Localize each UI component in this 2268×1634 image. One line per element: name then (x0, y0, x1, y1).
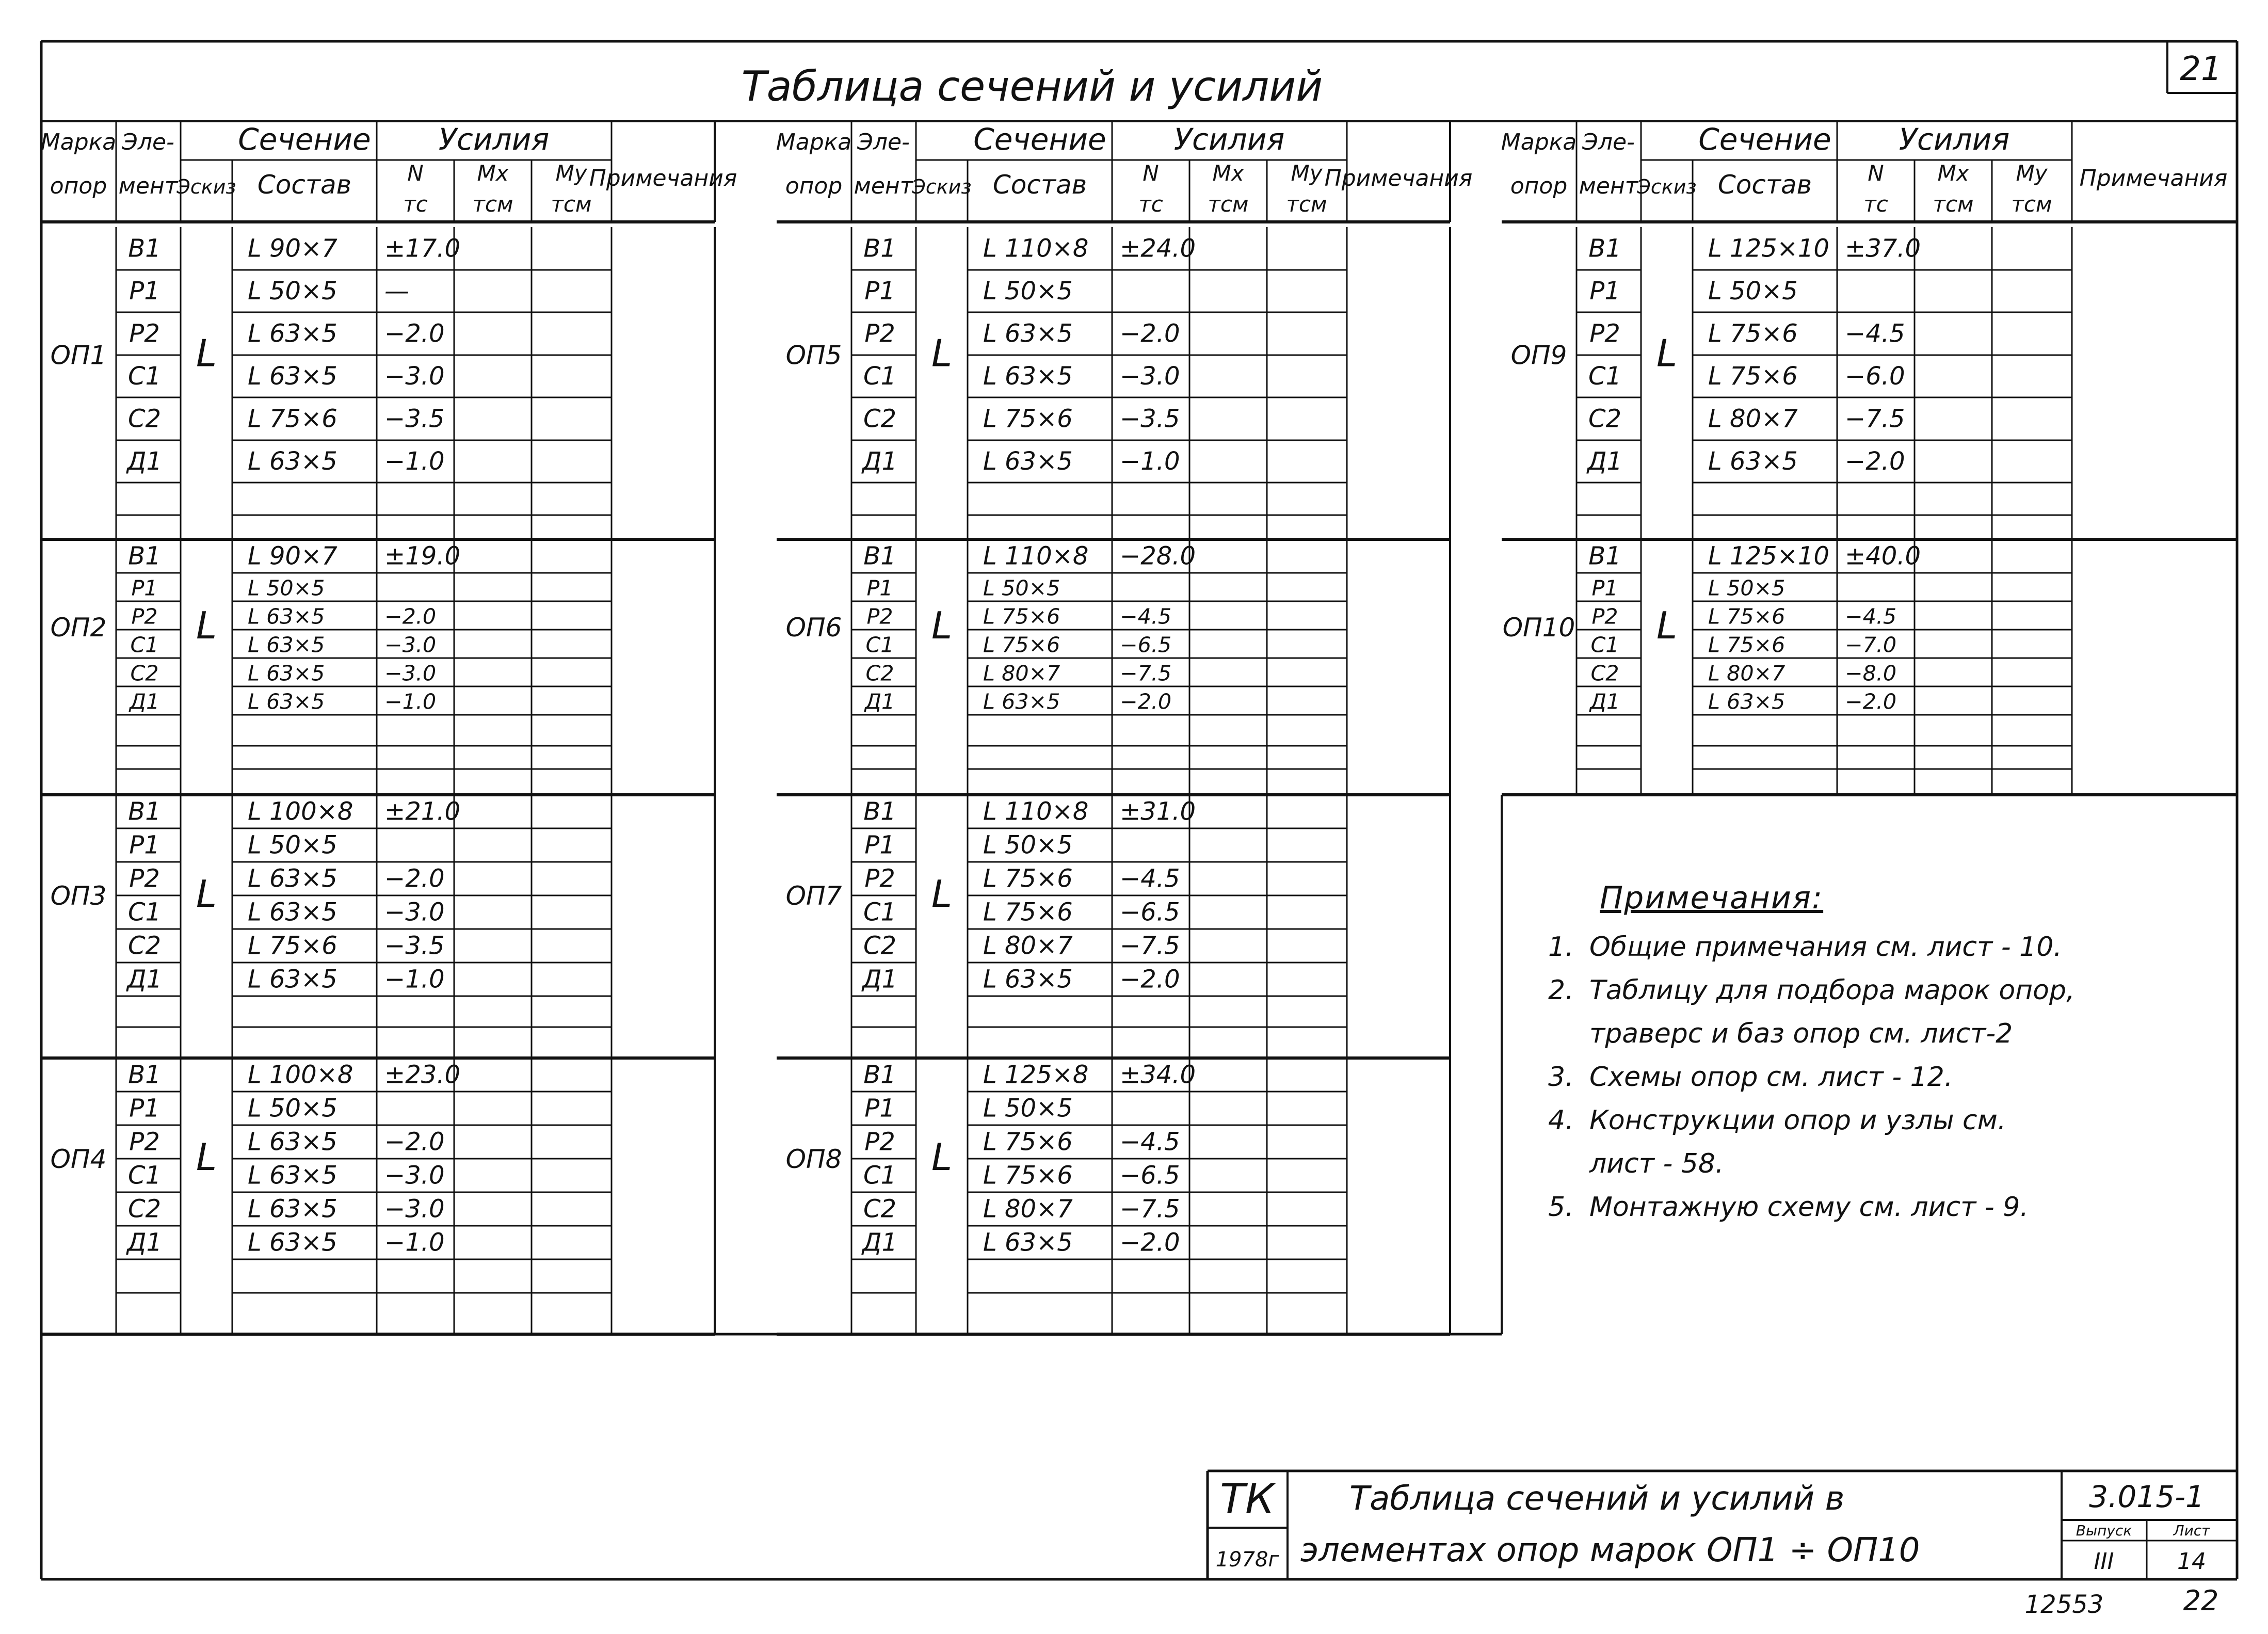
section-composition: L 63×5 (983, 965, 1073, 994)
force-n-value: −3.5 (384, 931, 445, 960)
section-composition: L 63×5 (248, 1194, 337, 1224)
note-number: 5. (1548, 1192, 1574, 1223)
header-usiliya: Усилия (1173, 122, 1285, 157)
header-mx-unit: тсм (472, 191, 513, 217)
element-code: Р2 (864, 319, 895, 348)
force-n-value: ±40.0 (1845, 541, 1921, 571)
element-code: В1 (128, 1060, 161, 1090)
element-code: Р2 (1589, 319, 1620, 348)
element-code: С1 (863, 1161, 897, 1190)
header-eskiz: Эскиз (912, 175, 972, 198)
element-code: Д1 (862, 447, 898, 476)
element-code: Р2 (1591, 604, 1618, 629)
force-n-value: −6.5 (1120, 898, 1180, 927)
header-element: Эле- (857, 129, 910, 155)
element-code: С2 (1590, 661, 1619, 686)
header-my-unit: тсм (551, 191, 592, 217)
header-n: N (1868, 161, 1884, 186)
header-primechaniya: Примечания (1324, 165, 1473, 191)
note-number: 3. (1548, 1062, 1574, 1093)
header-mx: Mx (1937, 161, 1969, 186)
section-composition: L 75×6 (983, 898, 1073, 927)
note-item (1548, 925, 2234, 969)
element-code: Р1 (129, 277, 160, 306)
section-composition: L 63×5 (248, 1161, 337, 1190)
element-code: С1 (1588, 362, 1622, 391)
element-code: С2 (865, 661, 894, 686)
header-mx-unit: тсм (1208, 191, 1249, 217)
element-code: С1 (865, 632, 894, 658)
header-n: N (407, 161, 424, 186)
header-element: Эле- (122, 129, 174, 155)
section-composition: L 50×5 (248, 1094, 337, 1123)
note-text: Схемы опор см. лист - 12. (1589, 1062, 1953, 1093)
element-code: Д1 (1589, 689, 1620, 714)
element-code: С1 (863, 898, 897, 927)
force-n-value: −3.0 (384, 1161, 445, 1190)
element-code: Д1 (1587, 447, 1623, 476)
force-n-value: −6.0 (1845, 362, 1905, 391)
force-n-value: −2.0 (384, 1127, 445, 1157)
notes-block (1548, 880, 2234, 1229)
note-text: траверс и баз опор см. лист-2 (1589, 1018, 2013, 1049)
section-composition: L 63×5 (248, 1228, 337, 1257)
header-mx: Mx (1212, 161, 1244, 186)
section-composition: L 63×5 (248, 632, 325, 658)
section-composition: L 63×5 (983, 362, 1073, 391)
element-code: Р2 (131, 604, 158, 629)
element-code: Р2 (866, 604, 893, 629)
header-my-unit: тсм (1286, 191, 1327, 217)
note-text: Конструкции опор и узлы см. (1589, 1105, 2006, 1136)
element-code: С1 (130, 632, 159, 658)
stamp-title-line1: Таблица сечений и усилий в (1349, 1480, 1845, 1518)
header-mx-unit: тсм (1933, 191, 1974, 217)
section-composition: L 63×5 (248, 965, 337, 994)
element-code: С1 (127, 362, 162, 391)
force-n-value: ±17.0 (384, 234, 461, 263)
element-code: Д1 (126, 965, 163, 994)
note-item (1548, 1099, 2234, 1142)
force-n-value: −6.5 (1120, 1161, 1180, 1190)
force-n-value: −6.5 (1120, 632, 1172, 658)
section-composition: L 63×5 (248, 604, 325, 629)
header-element: мент (1579, 173, 1638, 199)
force-n-value: −7.5 (1120, 931, 1180, 960)
header-primechaniya: Примечания (2079, 165, 2228, 191)
element-code: С2 (127, 931, 162, 960)
section-composition: L 100×8 (248, 797, 353, 826)
section-composition: L 80×7 (983, 931, 1073, 960)
sketch-angle-icon: L (196, 331, 217, 375)
header-sostav: Состав (992, 170, 1087, 200)
note-text: Монтажную схему см. лист - 9. (1589, 1192, 2029, 1223)
force-n-value: −7.5 (1120, 1194, 1180, 1224)
force-n-value: −2.0 (384, 864, 445, 893)
element-code: Д1 (129, 689, 160, 714)
header-element: мент (118, 173, 178, 199)
note-item (1548, 1055, 2234, 1099)
note-number: 2. (1548, 975, 1574, 1006)
element-code: В1 (128, 541, 161, 571)
section-composition: L 63×5 (248, 864, 337, 893)
section-composition: L 63×5 (248, 362, 337, 391)
section-composition: L 75×6 (1708, 604, 1786, 629)
sketch-angle-icon: L (1656, 604, 1678, 647)
force-n-value: −3.0 (384, 632, 437, 658)
force-n-value: ±23.0 (384, 1060, 461, 1090)
element-code: С2 (863, 1194, 897, 1224)
force-n-value: ±19.0 (384, 541, 461, 571)
stamp-code: 3.015-1 (2089, 1479, 2205, 1514)
element-code: С2 (127, 404, 162, 434)
group-mark: ОП1 (50, 340, 107, 371)
stamp-title-line2: элементах опор марок ОП1 ÷ ОП10 (1300, 1531, 1920, 1569)
section-composition: L 75×6 (1708, 362, 1798, 391)
sketch-angle-icon: L (196, 1135, 217, 1179)
header-n-unit: тс (403, 191, 428, 217)
section-composition: L 75×6 (983, 1127, 1073, 1157)
header-eskiz: Эскиз (1637, 175, 1697, 198)
section-composition: L 80×7 (983, 661, 1060, 686)
header-element: Эле- (1582, 129, 1635, 155)
element-code: Р1 (1589, 277, 1620, 306)
element-code: Р2 (129, 319, 160, 348)
group-mark: ОП8 (785, 1144, 842, 1174)
group-mark: ОП4 (50, 1144, 107, 1174)
section-composition: L 110×8 (983, 234, 1089, 263)
force-n-value: −2.0 (1845, 689, 1897, 714)
element-code: С2 (863, 404, 897, 434)
header-mx: Mx (477, 161, 509, 186)
element-code: С2 (130, 661, 159, 686)
section-composition: L 125×10 (1708, 541, 1829, 571)
element-code: Д1 (862, 965, 898, 994)
force-n-value: −4.5 (1845, 319, 1905, 348)
force-n-value: −3.0 (384, 1194, 445, 1224)
footer-inventory: 12553 (2024, 1590, 2104, 1619)
header-my: My (2016, 161, 2048, 186)
section-composition: L 100×8 (248, 1060, 353, 1090)
force-n-value: −4.5 (1120, 864, 1180, 893)
element-code: С1 (127, 1161, 162, 1190)
force-n-value: ±21.0 (384, 797, 461, 826)
element-code: В1 (863, 234, 896, 263)
force-n-value: −3.0 (384, 362, 445, 391)
element-code: С2 (863, 931, 897, 960)
group-mark: ОП5 (785, 340, 842, 371)
element-code: Д1 (864, 689, 895, 714)
section-composition: L 63×5 (248, 661, 325, 686)
section-composition: L 63×5 (248, 447, 337, 476)
section-composition: L 50×5 (983, 277, 1073, 306)
header-element: мент (854, 173, 913, 199)
header-marka: Марка (40, 129, 117, 155)
group-mark: ОП3 (50, 881, 107, 911)
force-n-value: −2.0 (1845, 447, 1905, 476)
header-sostav: Состав (257, 170, 352, 200)
header-marka: Марка (776, 129, 852, 155)
header-sechenie: Сечение (238, 122, 371, 157)
section-composition: L 75×6 (983, 864, 1073, 893)
force-n-value: −1.0 (384, 1228, 445, 1257)
note-item (1548, 969, 2234, 1012)
section-composition: L 75×6 (983, 1161, 1073, 1190)
element-code: Р2 (864, 1127, 895, 1157)
sketch-angle-icon: L (931, 1135, 953, 1179)
section-composition: L 63×5 (983, 689, 1060, 714)
section-composition: L 63×5 (1708, 447, 1798, 476)
section-composition: L 63×5 (983, 319, 1073, 348)
element-code: Р2 (129, 1127, 160, 1157)
note-number: 1. (1548, 932, 1574, 963)
force-n-value: −2.0 (1120, 319, 1180, 348)
note-number: 4. (1548, 1105, 1574, 1136)
element-code: Д1 (862, 1228, 898, 1257)
header-sechenie: Сечение (973, 122, 1106, 157)
force-n-value: −2.0 (1120, 1228, 1180, 1257)
header-marka: опор (1510, 173, 1568, 199)
sketch-angle-icon: L (931, 872, 953, 916)
section-composition: L 63×5 (1708, 689, 1786, 714)
section-composition: L 63×5 (248, 319, 337, 348)
stamp-vypusk: III (2094, 1548, 2114, 1575)
header-marka: опор (785, 173, 843, 199)
force-n-value: −2.0 (384, 604, 437, 629)
note-text: лист - 58. (1589, 1148, 1724, 1179)
stamp-list-label: Лист (2173, 1522, 2210, 1539)
element-code: В1 (1588, 234, 1621, 263)
element-code: В1 (863, 797, 896, 826)
force-n-value: −1.0 (1120, 447, 1180, 476)
force-n-value: −4.5 (1120, 1127, 1180, 1157)
group-mark: ОП6 (785, 613, 842, 643)
element-code: Р1 (864, 1094, 895, 1123)
sketch-angle-icon: L (196, 604, 217, 647)
header-my: My (555, 161, 587, 186)
sketch-angle-icon: L (931, 331, 953, 375)
section-composition: L 50×5 (983, 1094, 1073, 1123)
notes-list (1548, 925, 2234, 1229)
header-usiliya: Усилия (1899, 122, 2010, 157)
force-n-value: −3.5 (384, 404, 445, 434)
header-marka: Марка (1501, 129, 1577, 155)
element-code: В1 (1588, 541, 1621, 571)
header-my: My (1291, 161, 1323, 186)
force-n-value: −7.5 (1120, 661, 1172, 686)
element-code: Р2 (129, 864, 160, 893)
element-code: Р2 (864, 864, 895, 893)
force-n-value: −2.0 (384, 319, 445, 348)
section-composition: L 75×6 (248, 404, 337, 434)
section-composition: L 75×6 (1708, 319, 1798, 348)
group-mark: ОП9 (1510, 340, 1567, 371)
footer-page: 22 (2183, 1584, 2219, 1617)
section-composition: L 63×5 (248, 689, 325, 714)
note-text: Общие примечания см. лист - 10. (1589, 932, 2062, 963)
section-composition: L 63×5 (983, 447, 1073, 476)
section-composition: L 75×6 (1708, 632, 1786, 658)
force-n-value: −4.5 (1120, 604, 1172, 629)
element-code: Р1 (864, 830, 895, 860)
section-composition: L 63×5 (248, 898, 337, 927)
force-n-value: ±24.0 (1120, 234, 1196, 263)
section-composition: L 63×5 (983, 1228, 1073, 1257)
force-n-value: −1.0 (384, 689, 437, 714)
force-n-value: −1.0 (384, 447, 445, 476)
force-n-value: −7.0 (1845, 632, 1897, 658)
section-composition: L 50×5 (248, 575, 325, 601)
note-text: Таблицу для подбора марок опор, (1589, 975, 2075, 1006)
force-n-value: −3.0 (384, 661, 437, 686)
section-composition: L 75×6 (983, 404, 1073, 434)
element-code: С2 (1588, 404, 1622, 434)
sketch-angle-icon: L (1656, 331, 1678, 375)
element-code: В1 (863, 1060, 896, 1090)
force-n-value: −3.0 (384, 898, 445, 927)
header-primechaniya: Примечания (589, 165, 737, 191)
section-composition: L 80×7 (1708, 404, 1798, 434)
section-composition: L 50×5 (248, 277, 337, 306)
element-code: Р1 (131, 575, 158, 601)
header-eskiz: Эскиз (176, 175, 236, 198)
section-composition: L 110×8 (983, 797, 1089, 826)
element-code: С1 (863, 362, 897, 391)
force-n-value: — (384, 277, 409, 306)
section-composition: L 75×6 (248, 931, 337, 960)
force-n-value: ±31.0 (1120, 797, 1196, 826)
force-n-value: −2.0 (1120, 965, 1180, 994)
header-n-unit: тс (1138, 191, 1163, 217)
header-n: N (1143, 161, 1159, 186)
section-composition: L 50×5 (983, 830, 1073, 860)
section-composition: L 50×5 (248, 830, 337, 860)
element-code: В1 (128, 797, 161, 826)
element-code: С1 (1590, 632, 1619, 658)
section-composition: L 125×10 (1708, 234, 1829, 263)
header-sechenie: Сечение (1698, 122, 1831, 157)
group-mark: ОП10 (1502, 613, 1575, 643)
element-code: Р1 (864, 277, 895, 306)
section-composition: L 90×7 (248, 541, 337, 571)
force-n-value: −4.5 (1845, 604, 1897, 629)
section-composition: L 50×5 (1708, 277, 1798, 306)
element-code: В1 (863, 541, 896, 571)
sheet-number: 21 (2180, 50, 2222, 88)
force-n-value: −28.0 (1120, 541, 1196, 571)
section-composition: L 125×8 (983, 1060, 1089, 1090)
header-marka: опор (50, 173, 107, 199)
header-usiliya: Усилия (438, 122, 550, 157)
element-code: В1 (128, 234, 161, 263)
force-n-value: −1.0 (384, 965, 445, 994)
element-code: Д1 (126, 447, 163, 476)
header-sostav: Состав (1717, 170, 1812, 200)
section-composition: L 80×7 (1708, 661, 1786, 686)
element-code: Д1 (126, 1228, 163, 1257)
section-composition: L 50×5 (983, 575, 1060, 601)
force-n-value: −8.0 (1845, 661, 1897, 686)
element-code: С2 (127, 1194, 162, 1224)
header-n-unit: тс (1863, 191, 1888, 217)
note-item (1548, 1012, 2234, 1055)
element-code: Р1 (129, 1094, 160, 1123)
section-composition: L 90×7 (248, 234, 337, 263)
force-n-value: ±37.0 (1845, 234, 1921, 263)
force-n-value: −7.5 (1845, 404, 1905, 434)
element-code: Р1 (129, 830, 160, 860)
note-item (1548, 1186, 2234, 1229)
force-n-value: −3.0 (1120, 362, 1180, 391)
stamp-org: ТК (1220, 1475, 1275, 1523)
header-my-unit: тсм (2011, 191, 2052, 217)
note-item (1548, 1142, 2234, 1186)
stamp-year: 1978г (1215, 1548, 1279, 1572)
element-code: С1 (127, 898, 162, 927)
stamp-list: 14 (2177, 1548, 2206, 1575)
notes-title: Примечания: (1600, 880, 1824, 916)
force-n-value: ±34.0 (1120, 1060, 1196, 1090)
section-composition: L 80×7 (983, 1194, 1073, 1224)
section-composition: L 75×6 (983, 632, 1060, 658)
sketch-angle-icon: L (931, 604, 953, 647)
section-composition: L 50×5 (1708, 575, 1786, 601)
element-code: Р1 (866, 575, 893, 601)
force-n-value: −2.0 (1120, 689, 1172, 714)
section-composition: L 110×8 (983, 541, 1089, 571)
stamp-vypusk-label: Выпуск (2076, 1522, 2132, 1539)
section-composition: L 75×6 (983, 604, 1060, 629)
group-mark: ОП7 (785, 881, 842, 911)
group-mark: ОП2 (50, 613, 107, 643)
sketch-angle-icon: L (196, 872, 217, 916)
section-composition: L 63×5 (248, 1127, 337, 1157)
page-title: Таблица сечений и усилий (741, 62, 1323, 110)
element-code: Р1 (1591, 575, 1618, 601)
force-n-value: −3.5 (1120, 404, 1180, 434)
